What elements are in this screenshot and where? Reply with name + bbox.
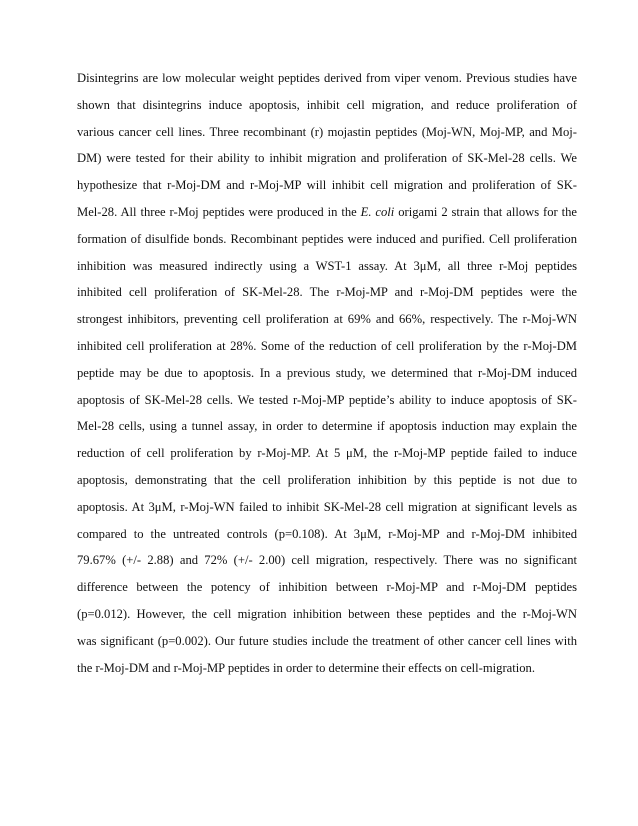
paragraph-line: Disintegrins are low molecular weight peptides derived from viper venom. Previous studies have — [77, 71, 577, 85]
paragraph-line: formation of disulfide bonds. Recombinant peptides were induced and purified. Cell proliferation — [77, 231, 577, 246]
paragraph-line: 79.67% (+/- 2.88) and 72% (+/- 2.00) cell migration, respectively. There was no significant — [77, 553, 577, 568]
paragraph-line: inhibition was measured indirectly using a WST-1 assay. At 3μM, all three r-Moj peptides — [77, 258, 577, 273]
paragraph-line: reduction of cell proliferation by r-Moj-MP. At 5 μM, the r-Moj-MP peptide failed to induce — [77, 446, 577, 461]
paragraph-line: shown that disintegrins induce apoptosis, inhibit cell migration, and reduce proliferation of — [77, 97, 577, 112]
paragraph-line: inhibited cell proliferation at 28%. Some of the reduction of cell proliferation by the r-Moj-DM — [77, 338, 577, 353]
paragraph-line — [77, 199, 577, 226]
paragraph-line: apoptosis of SK-Mel-28 cells. We tested r-Moj-MP peptide’s ability to induce apoptosis of SK- — [77, 392, 577, 407]
line-text-after-italic: origami 2 strain that allows for the — [394, 204, 578, 219]
paragraph-line: strongest inhibitors, preventing cell proliferation at 69% and 66%, respectively. The r-Moj-WN — [77, 312, 577, 327]
line-text-before-italic: Mel-28. All three r-Moj peptides were produced in the — [77, 204, 361, 219]
paragraph-line: apoptosis, demonstrating that the cell proliferation inhibition by this peptide is not due to — [77, 472, 577, 487]
species-name-italic: E. coli — [360, 204, 395, 219]
paragraph-line: difference between the potency of inhibition between r-Moj-MP and r-Moj-DM peptides — [77, 580, 577, 595]
paragraph-line: the r-Moj-DM and r-Moj-MP peptides in order to determine their effects on cell-migration. — [77, 660, 535, 675]
paragraph-line: DM) were tested for their ability to inhibit migration and proliferation of SK-Mel-28 cells. We — [77, 151, 577, 166]
paragraph-line: compared to the untreated controls (p=0.108). At 3μM, r-Moj-MP and r-Moj-DM inhibited — [77, 526, 577, 541]
paragraph-line: (p=0.012). However, the cell migration inhibition between these peptides and the r-Moj-WN — [77, 606, 577, 621]
paragraph-line: inhibited cell proliferation of SK-Mel-28. The r-Moj-MP and r-Moj-DM peptides were the — [77, 285, 577, 300]
abstract-paragraph — [77, 65, 577, 681]
paragraph-line: apoptosis. At 3μM, r-Moj-WN failed to inhibit SK-Mel-28 cell migration at significant levels as — [77, 499, 577, 514]
paragraph-line: hypothesize that r-Moj-DM and r-Moj-MP will inhibit cell migration and proliferation of SK- — [77, 178, 577, 193]
paragraph-line: various cancer cell lines. Three recombinant (r) mojastin peptides (Moj-WN, Moj-MP, and Moj- — [77, 124, 577, 139]
paragraph-line: Mel-28 cells, using a tunnel assay, in order to determine if apoptosis induction may explain the — [77, 419, 577, 434]
paragraph-line: peptide may be due to apoptosis. In a previous study, we determined that r-Moj-DM induced — [77, 365, 577, 380]
paragraph-line: was significant (p=0.002). Our future studies include the treatment of other cancer cell lines with — [77, 633, 577, 648]
